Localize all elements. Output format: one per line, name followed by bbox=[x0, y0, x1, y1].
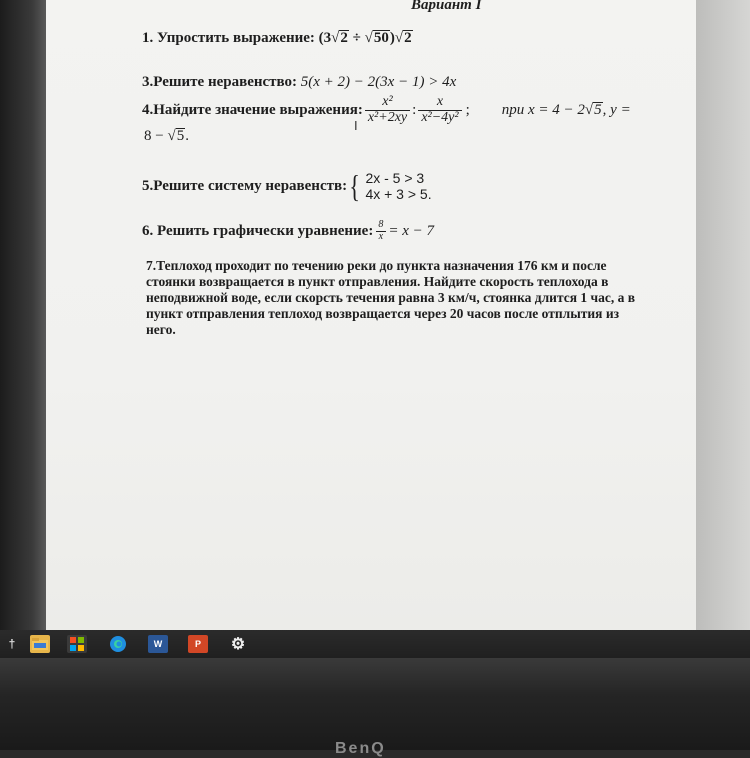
fraction-2: $\frac{x}{\text{x²−4y²}}$ bbox=[418, 95, 461, 125]
gear-icon[interactable]: ⚙ bbox=[230, 636, 246, 653]
fraction-8-over-x: $\frac{8}{x}$ bbox=[375, 220, 386, 242]
task-4-condition: при x = 4 − 2√5, y = bbox=[501, 101, 631, 118]
task-4-line2: 8 − √5. bbox=[144, 128, 189, 144]
start-glyph-icon[interactable]: † bbox=[8, 637, 16, 651]
monitor-bezel-left bbox=[0, 0, 46, 630]
sqrt-sign: √ bbox=[331, 30, 340, 46]
word-icon[interactable]: W bbox=[148, 635, 168, 653]
taskbar bbox=[0, 630, 750, 658]
monitor-frame bbox=[0, 658, 750, 750]
edge-browser-icon[interactable] bbox=[108, 635, 128, 653]
inequality-system: { 2x - 5 > 3 4x + 3 > 5. bbox=[349, 168, 432, 205]
task-3: 3.Решите неравенство: 5(x + 2) − 2(3x − 1) > 4x bbox=[142, 74, 457, 90]
task-7: 7.Теплоход проходит по течению реки до пункта назначения 176 км и после стоянки возвращается в пункт отправления. Найдите скорость теплохода в неподвижной воде, если скорсть течения равна 3 км/ч, стоянка длится 1 час, а в пункт отправления теплоход возвращается через 20 часов после отплытия из него. bbox=[146, 258, 636, 337]
task-4: 4.Найдите значение выражения: $\frac{\text{x²}}{\text{x²+2xy}}$ : $\frac{x}{\text{x²−4y²}}$ ; при x = 4 − 2√5, y = bbox=[142, 94, 631, 125]
file-explorer-icon[interactable] bbox=[30, 635, 50, 653]
background-right bbox=[696, 0, 750, 630]
task-1: 1. Упростить выражение: (3√2 ÷ √50)√2 bbox=[142, 30, 412, 46]
fraction-1: $\frac{\text{x²}}{\text{x²+2xy}}$ bbox=[365, 95, 410, 125]
store-icon[interactable] bbox=[67, 635, 87, 653]
text-cursor-icon: I bbox=[354, 118, 358, 133]
variant-title: Вариант I bbox=[411, 0, 482, 13]
powerpoint-icon[interactable]: P bbox=[188, 635, 208, 653]
task-5: 5.Решите систему неравенств: { 2x - 5 > 3 4x + 3 > 5. bbox=[142, 168, 432, 205]
monitor-brand-logo: BenQ bbox=[335, 740, 386, 757]
document-page bbox=[46, 0, 696, 630]
task-6: 6. Решить графически уравнение: $\frac{8}{x}$ = x − 7 bbox=[142, 219, 434, 242]
